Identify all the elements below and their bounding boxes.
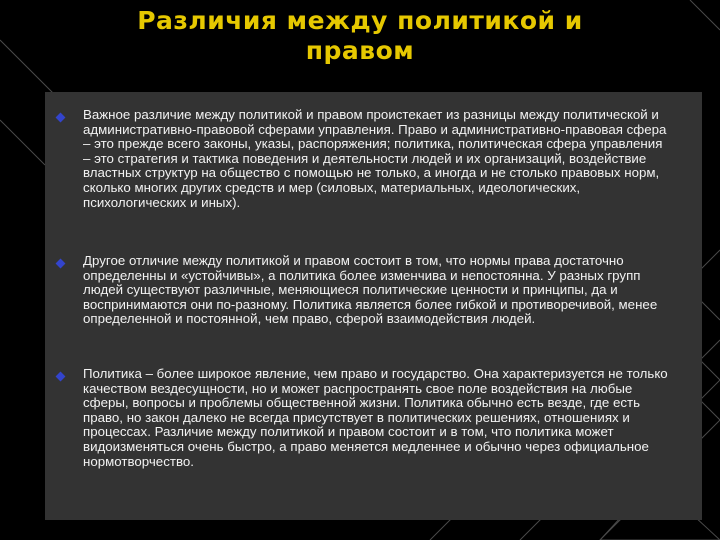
slide-title: Различия между политикой и правом (137, 6, 583, 65)
bullet-paragraph-3: Политика – более широкое явление, чем право и государство. Она характеризуется не только качеством вездесущности, но и может распространять свое поле воздействия на любые сферы, вопросы и проблемы общественной жизни. Политика обычно есть везде, где есть право, но закон далеко не всегда присутствует в политических решениях, отношениях и процессах. Различие между политикой и правом состоит и в том, что политика может видоизменяться очень быстро, а право меняется медленнее и обычно через официальное нормотворчество. (83, 366, 668, 469)
bullet-paragraph-1: Важное различие между политикой и правом проистекает из разницы между политической и административно-правовой сферами управления. Право и административно-правовая сфера – это прежде всего законы, указы, распоряжения; политика, политическая сфера управления – это стратегия и тактика поведения и деятельности людей и их организаций, воздействие властных структур на общество с помощью не только, а иногда и не столько правовых норм, сколько многих других средств и мер (силовых, материальных, идеологических, психологических и иных). (83, 107, 667, 210)
bullet-paragraph-2: Другое отличие между политикой и правом состоит в том, что нормы права достаточно определенны и «устойчивы», а политика более изменчива и непостоянна. У разных групп людей существуют различные, меняющиеся политические ценности и принципы, да и воспринимаются они по-разному. Политика является более гибкой и противоречивой, менее определенной и постоянной, чем право, сферой взаимодействия людей. (83, 253, 658, 327)
